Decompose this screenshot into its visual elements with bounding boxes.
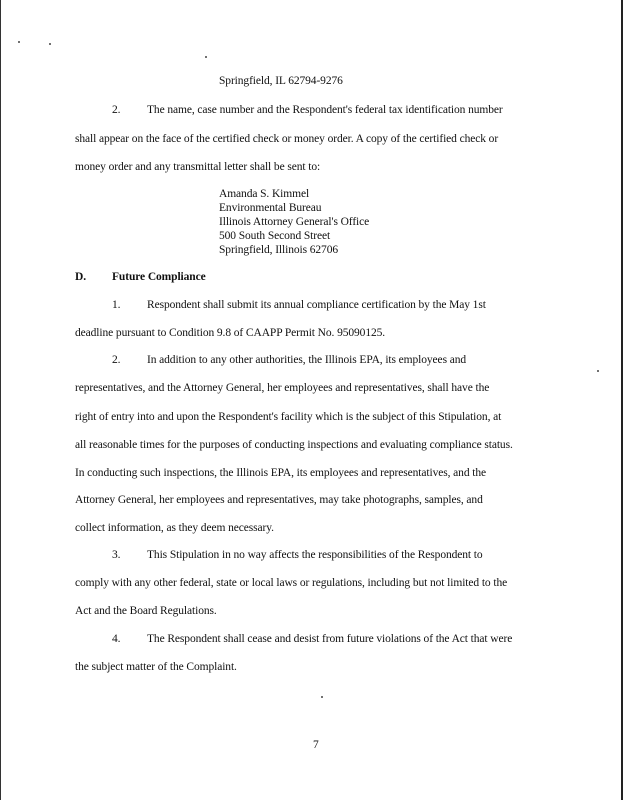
para2-line: shall appear on the face of the certified check or money order. A copy of the certified check or [75, 133, 499, 145]
recipient-line: Amanda S. Kimmel [219, 188, 310, 200]
scan-speck [49, 43, 51, 45]
scan-edge-left [0, 0, 1, 800]
item-line: collect information, as they deem necessary. [75, 522, 274, 534]
para2-line: The name, case number and the Respondent's federal tax identification number [147, 104, 503, 116]
scan-speck [321, 696, 323, 698]
item-line: Act and the Board Regulations. [75, 605, 217, 617]
item-number: 4. [112, 633, 121, 645]
item-line: In conducting such inspections, the Illinois EPA, its employees and representatives, and the [75, 467, 487, 479]
section-title: Future Compliance [112, 271, 206, 283]
scan-speck [205, 56, 207, 58]
para2-line: money order and any transmittal letter shall be sent to: [75, 161, 321, 173]
item-line: right of entry into and upon the Respondent's facility which is the subject of this Stipulation, at [75, 411, 502, 423]
item-line: The Respondent shall cease and desist from future violations of the Act that were [147, 633, 513, 645]
item-line: deadline pursuant to Condition 9.8 of CAAPP Permit No. 95090125. [75, 327, 386, 339]
item-line: comply with any other federal, state or local laws or regulations, including but not limited to the [75, 577, 508, 589]
item-line: In addition to any other authorities, the Illinois EPA, its employees and [147, 354, 467, 366]
item-line: all reasonable times for the purposes of conducting inspections and evaluating compliance status. [75, 439, 513, 451]
para2-number: 2. [112, 104, 121, 116]
recipient-line: Springfield, Illinois 62706 [219, 244, 339, 256]
scan-speck [18, 41, 20, 43]
scan-speck [597, 370, 599, 372]
recipient-line: 500 South Second Street [219, 230, 331, 242]
item-number: 3. [112, 549, 121, 561]
item-line: This Stipulation in no way affects the responsibilities of the Respondent to [147, 549, 483, 561]
recipient-line: Environmental Bureau [219, 202, 322, 214]
page-number: 7 [313, 739, 319, 751]
section-letter: D. [75, 271, 86, 283]
item-number: 2. [112, 354, 121, 366]
item-line: Attorney General, her employees and representatives, may take photographs, samples, and [75, 494, 483, 506]
recipient-line: Illinois Attorney General's Office [219, 216, 370, 228]
item-line: Respondent shall submit its annual compliance certification by the May 1st [147, 299, 486, 311]
item-number: 1. [112, 299, 121, 311]
item-line: the subject matter of the Complaint. [75, 661, 237, 673]
address-line: Springfield, IL 62794-9276 [219, 75, 343, 87]
item-line: representatives, and the Attorney General, her employees and representatives, shall have the [75, 382, 490, 394]
